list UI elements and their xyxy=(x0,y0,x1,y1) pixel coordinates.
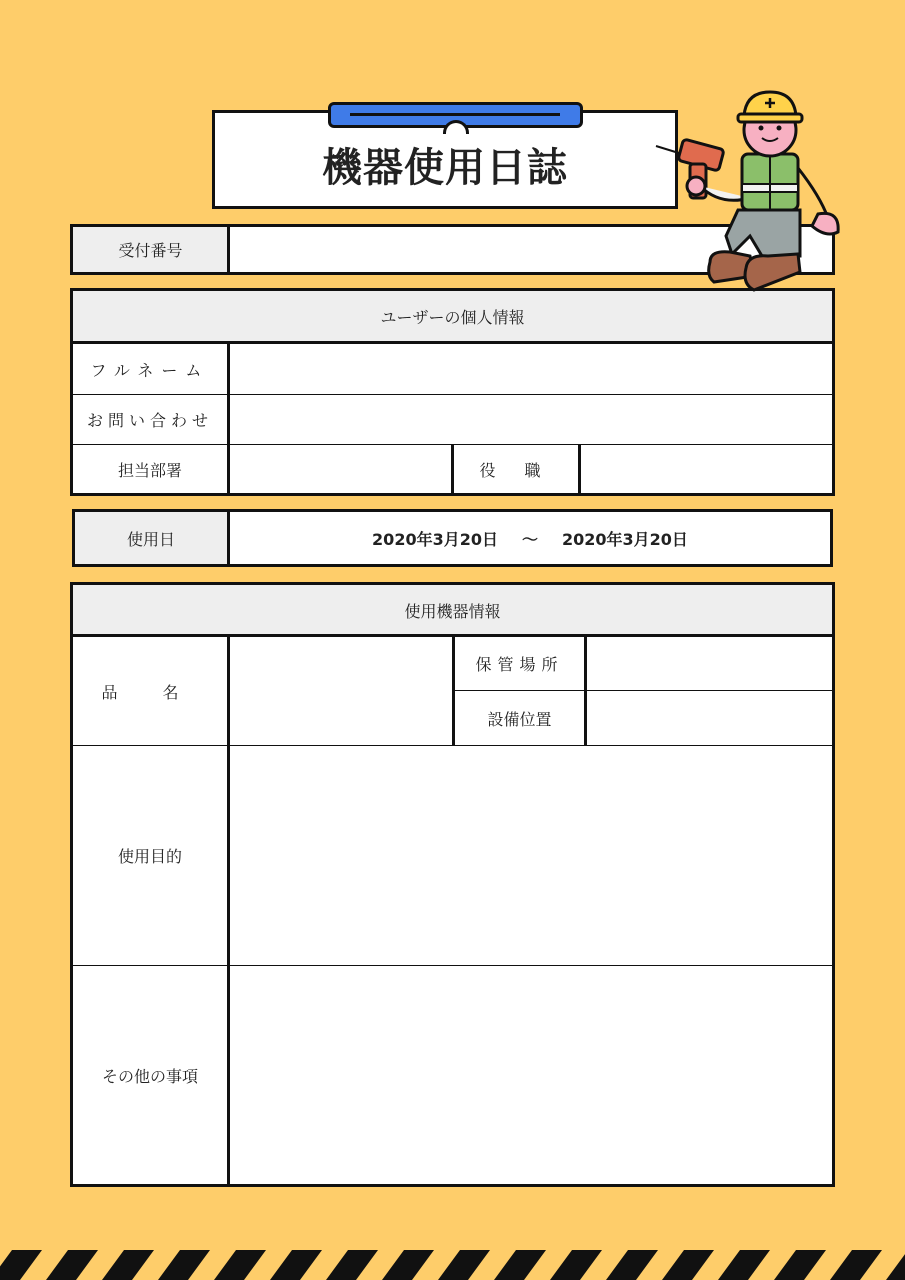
equipment-location-field[interactable] xyxy=(587,691,832,745)
date-separator: 〜 xyxy=(521,529,538,549)
usage-date-range[interactable] xyxy=(230,512,830,564)
clip-line xyxy=(350,113,560,116)
item-name-field[interactable] xyxy=(230,637,452,745)
equipment-info-header: 使用機器情報 xyxy=(73,585,832,635)
purpose-label: 使用目的 xyxy=(117,847,182,866)
purpose-field[interactable] xyxy=(230,746,832,965)
department-field[interactable] xyxy=(230,445,451,493)
full-name-field[interactable] xyxy=(230,344,832,394)
position-field[interactable] xyxy=(581,445,832,493)
construction-worker-illustration xyxy=(650,86,845,298)
storage-field[interactable] xyxy=(587,637,832,690)
full-name-label: フルネーム xyxy=(90,360,210,380)
other-label: その他の事項 xyxy=(101,1066,198,1086)
page-title: 機器使用日誌 xyxy=(322,145,568,191)
equipment-location-label: 設備位置 xyxy=(487,709,552,729)
contact-label: お問い合わせ xyxy=(86,411,213,430)
contact-field[interactable] xyxy=(230,395,832,444)
department-label: 担当部署 xyxy=(117,460,182,480)
reception-label: 受付番号 xyxy=(73,227,228,272)
position-label: 役 職 xyxy=(479,460,553,480)
storage-label: 保管場所 xyxy=(475,655,564,674)
other-field[interactable] xyxy=(230,966,832,1184)
usage-date-label: 使用日 xyxy=(75,512,227,564)
hazard-stripe-footer xyxy=(0,1250,905,1280)
item-name-label: 品 名 xyxy=(101,682,199,702)
start-date: 2020年3月20日 xyxy=(372,529,498,549)
user-info-header: ユーザーの個人情報 xyxy=(73,291,832,342)
end-date: 2020年3月20日 xyxy=(562,529,688,549)
